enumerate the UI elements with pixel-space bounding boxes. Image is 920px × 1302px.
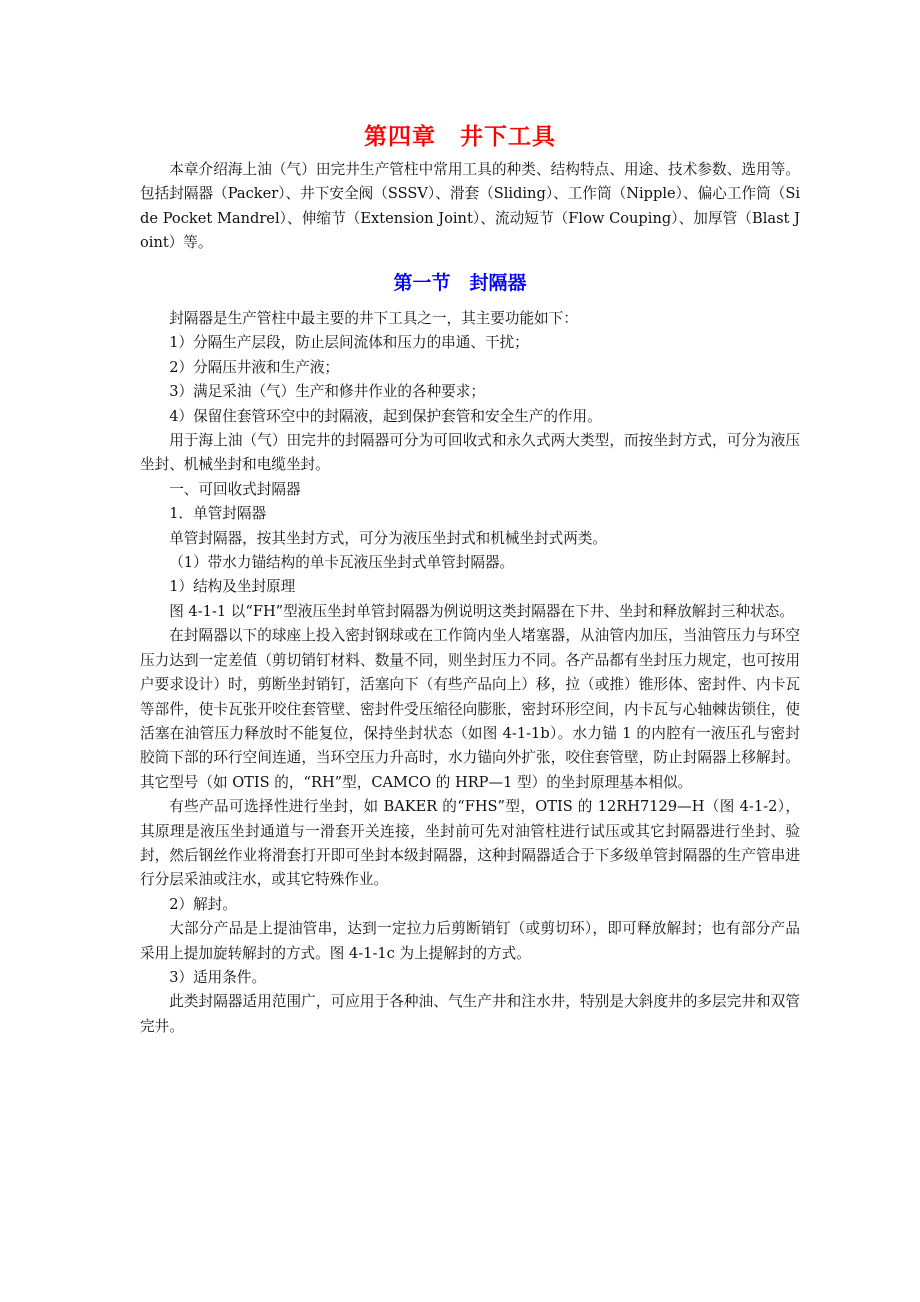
section-title: 第一节 封隔器 bbox=[393, 272, 527, 294]
heading-single-string-packer: 1．单管封隔器 bbox=[169, 505, 267, 523]
chapter-title: 第四章 井下工具 bbox=[364, 123, 556, 150]
paragraph-unsetting: 大部分产品是上提油管串，达到一定拉力后剪断销钉（或剪切环），即可释放解封；也有部分产品采用上提加旋转解封的方式。图 4-1-1c 为上提解封的方式。 bbox=[140, 920, 800, 962]
paragraph-function-intro: 封隔器是生产管柱中最主要的井下工具之一，其主要功能如下： bbox=[169, 310, 578, 327]
paragraph-function-4: 4）保留住套管环空中的封隔液，起到保护套管和安全生产的作用。 bbox=[169, 407, 602, 425]
paragraph-applicable-conditions: 此类封隔器适用范围广，可应用于各种油、气生产井和注水井，特别是大斜度井的多层完井和双管完井。 bbox=[140, 993, 800, 1035]
heading-hydraulic-set-packer: （1）带水力锚结构的单卡瓦液压坐封式单管封隔器。 bbox=[169, 554, 515, 572]
paragraph-selective-setting: 有些产品可选择性进行坐封，如 BAKER 的“FHS”型，OTIS 的 12RH7129—H（图 4-1-2），其原理是液压坐封通道与一滑套开关连接，坐封前可先对油管柱进行试压或其它封隔器进行坐封、验封，然后钢丝作业将滑套打开即可坐封本级封隔器，这种封隔器适合于下多级单管封隔器的生产管串进行分层采油或注水，或其它特殊作业。 bbox=[140, 798, 800, 889]
heading-structure-principle: 1）结构及坐封原理 bbox=[169, 578, 296, 596]
paragraph-single-string-types: 单管封隔器，按其坐封方式，可分为液压坐封式和机械坐封式两类。 bbox=[169, 529, 608, 547]
paragraph-setting-principle: 在封隔器以下的球座上投入密封钢球或在工作筒内坐人堵塞器，从油管内加压，当油管压力与环空压力达到一定差值（剪切销钉材料、数量不同，则坐封压力不同。各产品都有坐封压力规定，也可按用户要求设计）时，剪断坐封销钉，活塞向下（有些产品向上）移，拉（或推）锥形体、密封件、内卡瓦等部件，使卡瓦张开咬住套管壁、密封件受压缩径向膨胀，密封环形空间，内卡瓦与心轴棘齿锁住，使活塞在油管压力释放时不能复位，保持坐封状态（如图 4-1-1b）。水力锚 1 的内腔有一液压孔与密封胶筒下部的环行空间连通，当环空压力升高时，水力锚向外扩张，咬住套管壁，防止封隔器上移解封。其它型号（如 OTIS 的，“RH”型，CAMCO 的 HRP—1 型）的坐封原理基本相似。 bbox=[140, 627, 800, 791]
intro-paragraph: 本章介绍海上油（气）田完井生产管柱中常用工具的种类、结构特点、用途、技术参数、选用等。包括封隔器（Packer）、井下安全阀（SSSV）、滑套（Sliding）、工作筒（Nipple）、偏心工作筒（Side Pocket Mandrel）、伸缩节（Extension Joint）、流动短节（Flow Couping）、加厚管（Blast Joint）等。 bbox=[140, 161, 800, 252]
paragraph-classification: 用于海上油（气）田完井的封隔器可分为可回收式和永久式两大类型，而按坐封方式，可分为液压坐封、机械坐封和电缆坐封。 bbox=[140, 432, 800, 474]
heading-retrievable-packer: 一、可回收式封隔器 bbox=[169, 480, 301, 498]
paragraph-function-1: 1）分隔生产层段，防止层间流体和压力的串通、干扰； bbox=[169, 334, 529, 352]
section-body bbox=[140, 307, 800, 1039]
paragraph-function-2: 2）分隔压井液和生产液； bbox=[169, 358, 340, 376]
paragraph-figure-4-1-1: 图 4-1-1 以“FH”型液压坐封单管封隔器为例说明这类封隔器在下井、坐封和释放解封三种状态。 bbox=[169, 602, 794, 620]
heading-unsetting: 2）解封。 bbox=[169, 895, 237, 913]
chapter-intro bbox=[140, 158, 800, 256]
paragraph-function-3: 3）满足采油（气）生产和修井作业的各种要求； bbox=[169, 383, 485, 401]
heading-applicable-conditions: 3）适用条件。 bbox=[169, 968, 267, 986]
